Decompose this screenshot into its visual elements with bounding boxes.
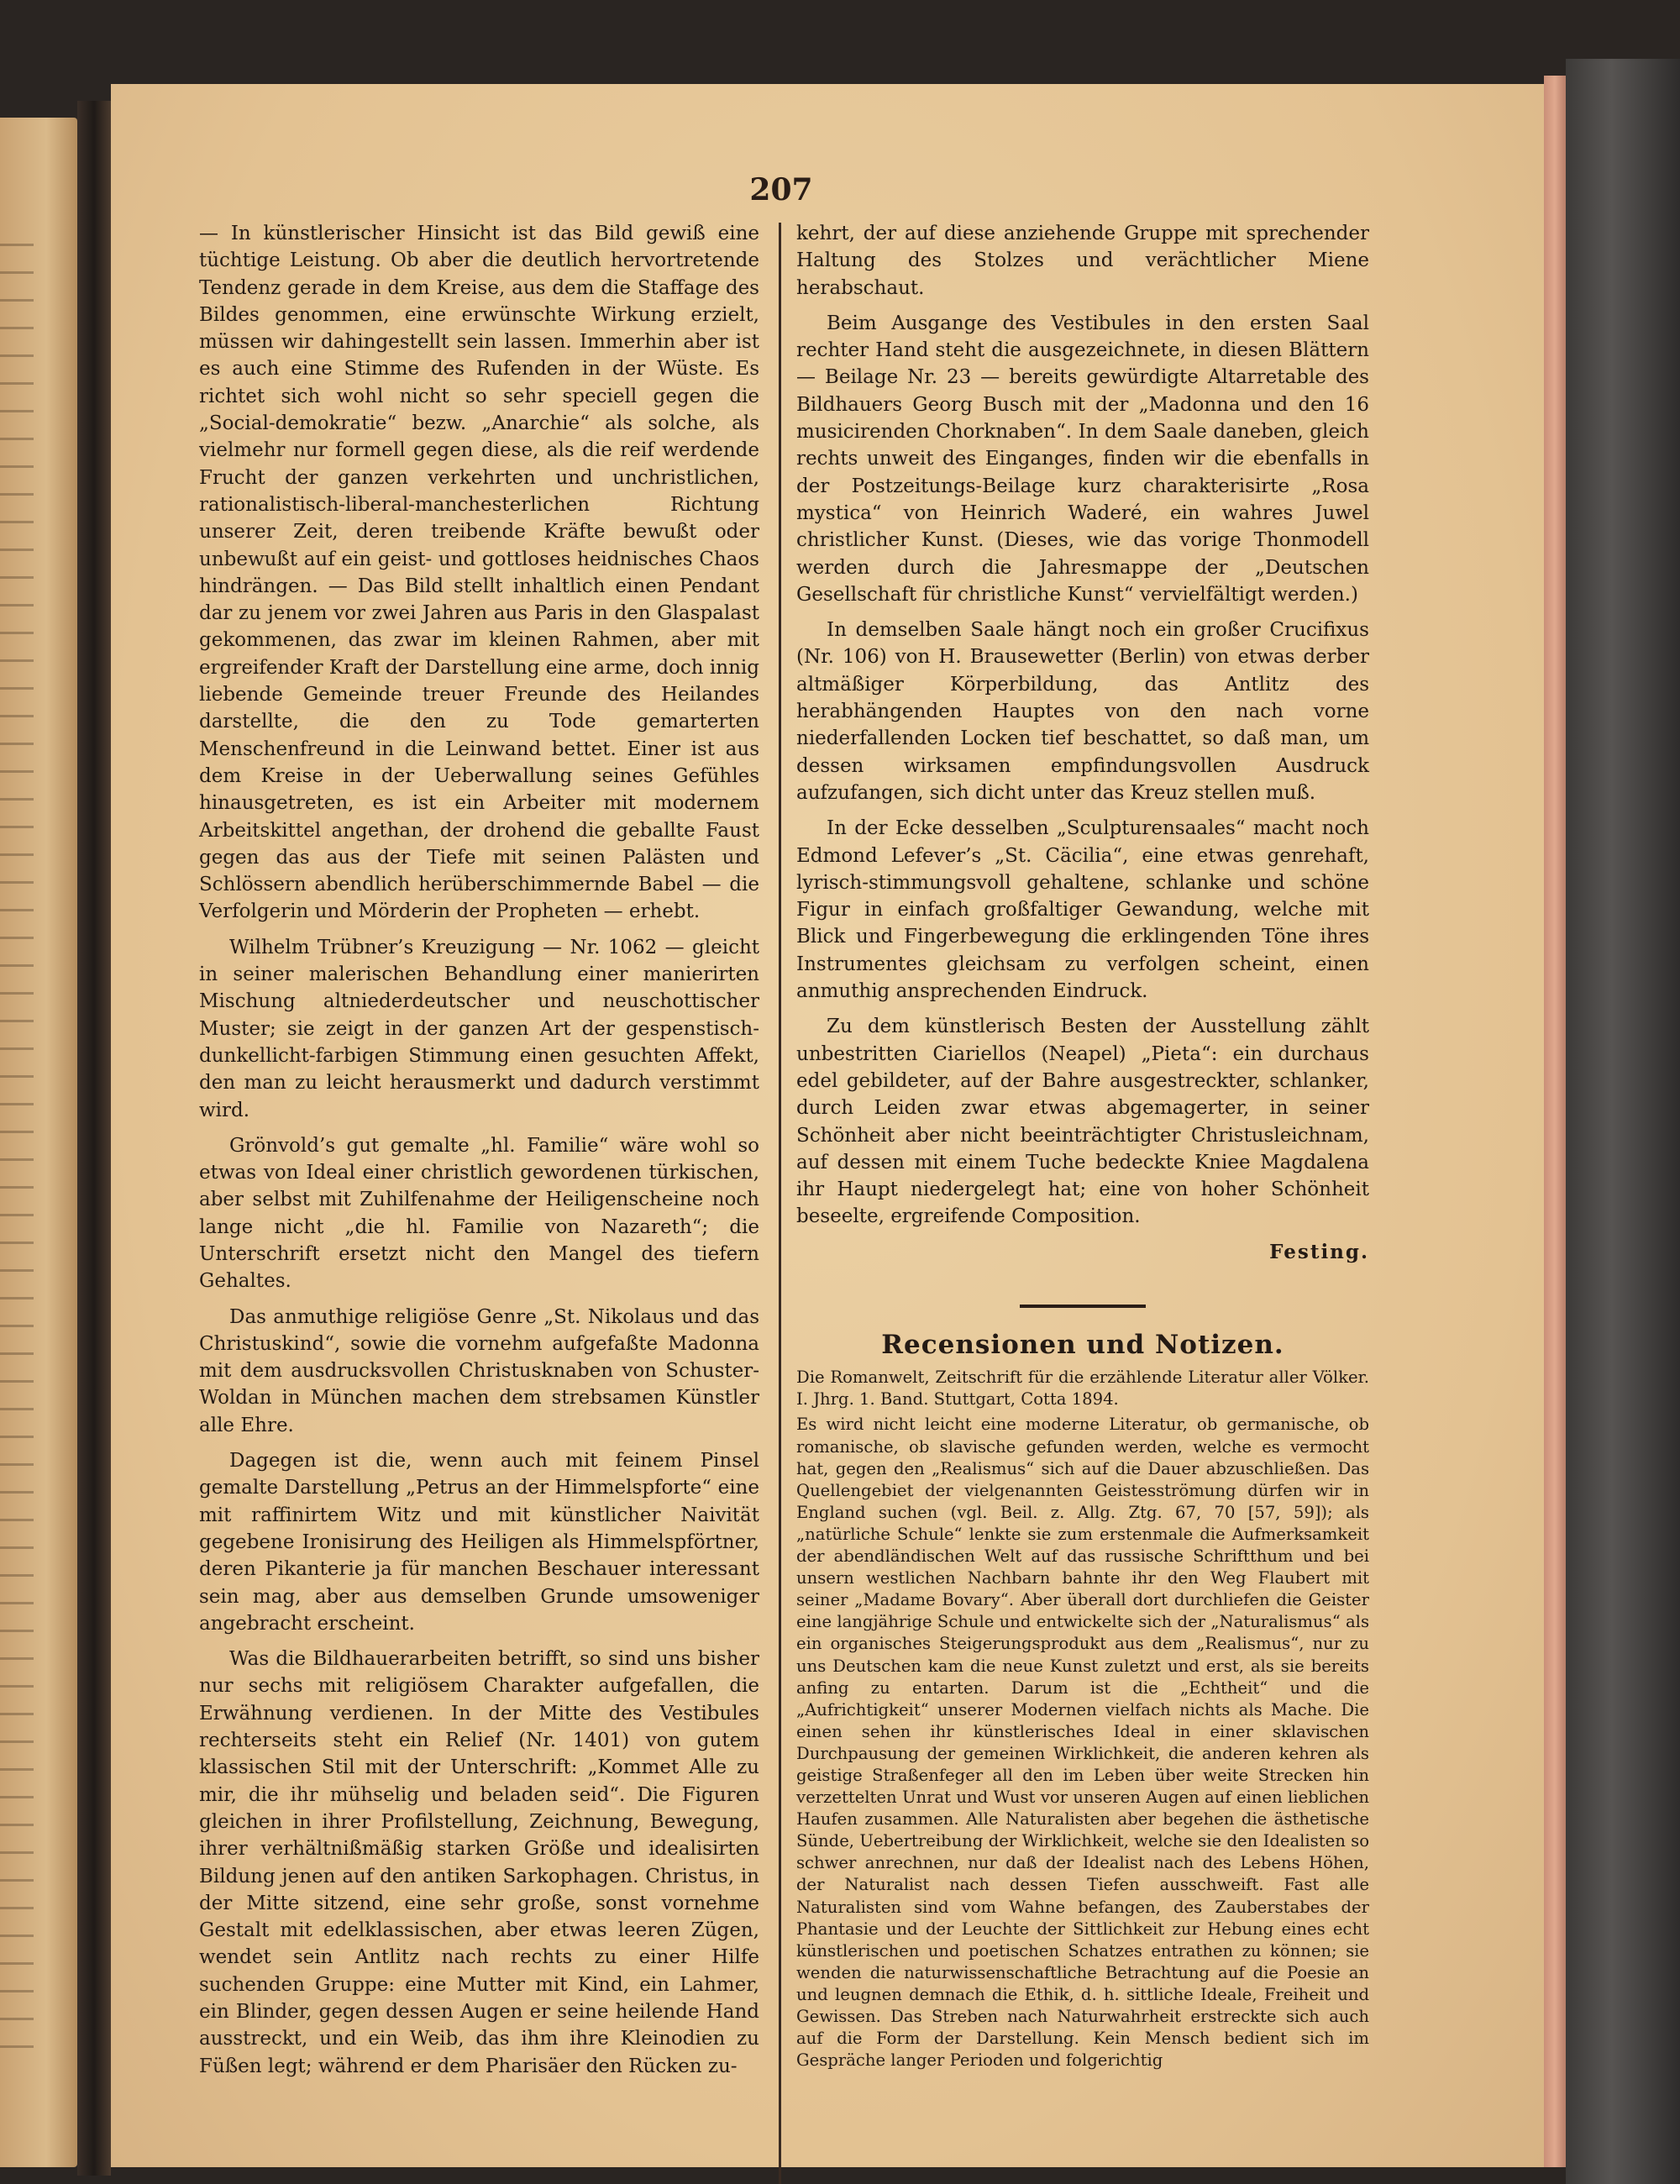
left-page-text-edge	[0, 218, 34, 2066]
right-paragraph-1: kehrt, der auf diese anziehende Gruppe mit sprechender Haltung des Stolzes und verächtlicher Miene herabschaut.	[796, 223, 1369, 299]
right-paragraph-5: Zu dem künstlerisch Besten der Ausstellung zählt unbestritten Ciariellos (Neapel) „Pieta“: ein durchaus edel gebildeter, auf der Bahre ausgestreckter, schlanker, durch Leiden zwar etwas abgemagerter, in seiner Schönheit aber nicht beeinträchtigter Christusleichnam, auf dessen mit einem Tuche bedeckte Kniee Magdalena ihr Haupt niedergelegt hat; eine von hoher Schönheit beseelte, ergreifende Composition.	[796, 1016, 1369, 1228]
page-fore-edge	[1544, 76, 1566, 2167]
left-page-edge	[0, 118, 77, 2167]
review-citation: Die Romanwelt, Zeitschrift für die erzählende Literatur aller Völker. I. Jhrg. 1. Band. Stuttgart, Cotta 1894.	[796, 1368, 1369, 1410]
right-paragraph-3: In demselben Saale hängt noch ein großer Crucifixus (Nr. 106) von H. Brausewetter (Berlin) von etwas derber altmäßiger Körperbildung, das Antlitz des herabhängenden Hauptes von den nach vorne niederfallenden Locken tief beschattet, so daß man, um dessen wirksamen empfindungsvollen Ausdruck aufzufangen, sich dicht unter das Kreuz stellen muß.	[796, 619, 1369, 804]
left-paragraph-5: Dagegen ist die, wenn auch mit feinem Pinsel gemalte Darstellung „Petrus an der Himmelspforte“ eine mit raffinirtem Witz und mit künstlicher Naivität gegebene Ironisirung des Heiligen als Himmelspförtner, deren Pikanterie ja für manchen Beschauer interessant sein mag, aber aus demselben Grunde umsoweniger angebracht erscheint.	[199, 1450, 759, 1635]
left-paragraph-3: Grönvold’s gut gemalte „hl. Familie“ wäre wohl so etwas von Ideal einer christlich gewordenen türkischen, aber selbst mit Zuhilfenahme der Heiligenscheine noch lange nicht „die hl. Familie von Nazareth“; die Unterschrift ersetzt nicht den Mangel des tiefern Gehaltes.	[199, 1134, 759, 1293]
left-paragraph-2: Wilhelm Trübner’s Kreuzigung — Nr. 1062 — gleicht in seiner malerischen Behandlung einer manierirten Mischung altniederdeutscher und neuschottischer Muster; sie zeigt in der ganzen Art der gespenstisch-dunkellicht-farbigen Stimmung einen gesuchten Affekt, den man zu leicht herausmerkt und dadurch verstimmt wird.	[199, 936, 759, 1121]
left-paragraph-1: — In künstlerischer Hinsicht ist das Bild gewiß eine tüchtige Leistung. Ob aber die deutlich hervortretende Tendenz gerade in dem Kreise, aus dem die Staffage des Bildes genommen, eine erwünschte Wirkung erzielt, müssen wir dahingestellt sein lassen. Immerhin aber ist es auch eine Stimme des Rufenden in der Wüste. Es richtet sich wohl nicht so sehr speciell gegen die „Social-demokratie“ bezw. „Anarchie“ als solche, als vielmehr nur formell gegen diese, als die reif werdende Frucht der ganzen verkehrten und unchristlichen, rationalistisch-liberal-manchesterlichen Richtung unserer Zeit, deren treibende Kräfte bewußt oder unbewußt auf ein geist- und gottloses heidnisches Chaos hindrängen. — Das Bild stellt inhaltlich einen Pendant dar zu jenem vor zwei Jahren aus Paris in den Glaspalast gekommenen, das zwar im kleinen Rahmen, aber mit ergreifender Kraft der Darstellung eine arme, doch innig liebende Gemeinde treuer Freunde des Heilandes darstellte, die den zu Tode gemarterten Menschenfreund in die Leinwand bettet. Einer ist aus dem Kreise in der Ueberwallung seines Gefühles hinausgetreten, es ist ein Arbeiter mit modernem Arbeitskittel angethan, der drohend die geballte Faust gegen das aus der Tiefe mit seinen Palästen und Schlössern abendlich herüberschimmernde Babel — die Verfolgerin und Mörderin der Propheten — erhebt.	[199, 223, 759, 923]
right-paragraph-2: Beim Ausgange des Vestibules in den ersten Saal rechter Hand steht die ausgezeichnete, in diesen Blättern — Beilage Nr. 23 — bereits gewürdigte Altarretable des Bildhauers Georg Busch mit der „Madonna und den 16 musicirenden Chorknaben“. In dem Saale daneben, gleich rechts unweit des Einganges, finden wir die ebenfalls in der Postzeitungs-Beilage kurz charakterisirte „Rosa mystica“ von Heinrich Waderé, ein wahres Juwel christlicher Kunst. (Dieses, wie das vorige Thonmodell werden durch die Jahresmappe der „Deutschen Gesellschaft für christliche Kunst“ vervielfältigt werden.)	[796, 312, 1369, 606]
left-paragraph-4: Das anmuthige religiöse Genre „St. Nikolaus und das Christuskind“, sowie die vornehm aufgefaßte Madonna mit dem ausdrucksvollen Christusknaben von Schuster-Woldan in München machen dem strebsamen Künstler alle Ehre.	[199, 1305, 759, 1436]
author-signature: Festing.	[1269, 1240, 1369, 1263]
page-number: 207	[749, 172, 813, 207]
review-body: Es wird nicht leicht eine moderne Literatur, ob germanische, ob romanische, ob slavische gefunden werden, welche es vermocht hat, gegen den „Realismus“ sich auf die Dauer abzuschließen. Das Quellengebiet der vielgenannten Geistesströmung dürfen wir in England suchen (vgl. Beil. z. Allg. Ztg. 67, 70 [57, 59]); als „natürliche Schule“ lenkte sie zum erstenmale die Aufmerksamkeit der abendländischen Welt auf das russische Schriftthum und bei unsern westlichen Nachbarn bahnte ihr den Weg Flaubert mit seiner „Madame Bovary“. Aber überall dort durchliefen die Geister eine langjährige Schule und entwickelte sich der „Naturalismus“ als ein organisches Steigerungsprodukt aus dem „Realismus“, nur zu uns Deutschen kam die neue Kunst zuletzt und erst, als sie bereits anfing zu entarten. Darum ist die „Echtheit“ und die „Aufrichtigkeit“ unserer Modernen vielfach nichts als Mache. Die einen sehen ihr künstlerisches Ideal in einer sklavischen Durchpausung der gemeinen Wirklichkeit, die anderen kehren als geistige Straßenfeger all den im Leben über weite Strecken hin verzettelten Unrat und Wust vor unseren Augen auf einen lieblichen Haufen zusammen. Alle Naturalisten aber begehen die ästhetische Sünde, Uebertreibung der Wirklichkeit, welche sie den Idealisten so schwer anrechnen, nur daß der Idealist nach des Lebens Höhen, der Naturalist nach dessen Tiefen ausschweift. Fast alle Naturalisten sind vom Wahne befangen, des Zauberstabes der Phantasie und der Leuchte der Sittlichkeit zur Hebung eines echt künstlerischen und poetischen Schatzes entrathen zu können; sie wenden die naturwissenschaftliche Betrachtung auf die Poesie an und leugnen demnach die Ethik, d. h. sittliche Ideale, Freiheit und Gewissen. Das Streben nach Naturwahrheit erstreckte sich auch auf die Form der Darstellung. Kein Mensch bedient sich im Gespräche langer Perioden und folgerichtig	[796, 1415, 1369, 2071]
review-block	[796, 1367, 1369, 2071]
column-divider	[779, 223, 781, 2184]
left-column	[199, 220, 759, 2088]
section-separator	[1020, 1305, 1146, 1308]
book-gutter	[77, 101, 111, 2176]
left-paragraph-6: Was die Bildhauerarbeiten betrifft, so sind uns bisher nur sechs mit religiösem Charakter aufgefallen, die Erwähnung verdienen. In der Mitte des Vestibules rechterseits steht ein Relief (Nr. 1401) von gutem klassischen Stil mit der Unterschrift: „Kommet Alle zu mir, die ihr mühselig und beladen seid“. Die Figuren gleichen in ihrer Profilstellung, Zeichnung, Bewegung, ihrer verhältnißmäßig starken Größe und idealisirten Bildung jenen auf den antiken Sarkophagen. Christus, in der Mitte sitzend, eine sehr große, sonst vornehme Gestalt mit edelklassischen, aber etwas leeren Zügen, wendet sein Antlitz nach rechts zu einer Hilfe suchenden Gruppe: eine Mutter mit Kind, ein Lahmer, ein Blinder, gegen dessen Augen er seine heilende Hand ausstreckt, und ein Weib, das ihm ihre Kleinodien zu Füßen legt; während er dem Pharisäer den Rücken zu-	[199, 1648, 759, 2077]
section-heading: Recensionen und Notizen.	[881, 1329, 1284, 1360]
book-cover	[1566, 59, 1680, 2184]
right-paragraph-4: In der Ecke desselben „Sculpturensaales“ macht noch Edmond Lefever’s „St. Cäcilia“, eine etwas genrehaft, lyrisch-stimmungsvoll gehaltene, schlanke und schöne Figur in einfach großfaltiger Gewandung, welche mit Blick und Fingerbewegung die erklingenden Töne ihres Instrumentes gleichsam zu verfolgen scheint, einen anmuthig ansprechenden Eindruck.	[796, 817, 1369, 1003]
right-column	[796, 220, 1369, 2075]
